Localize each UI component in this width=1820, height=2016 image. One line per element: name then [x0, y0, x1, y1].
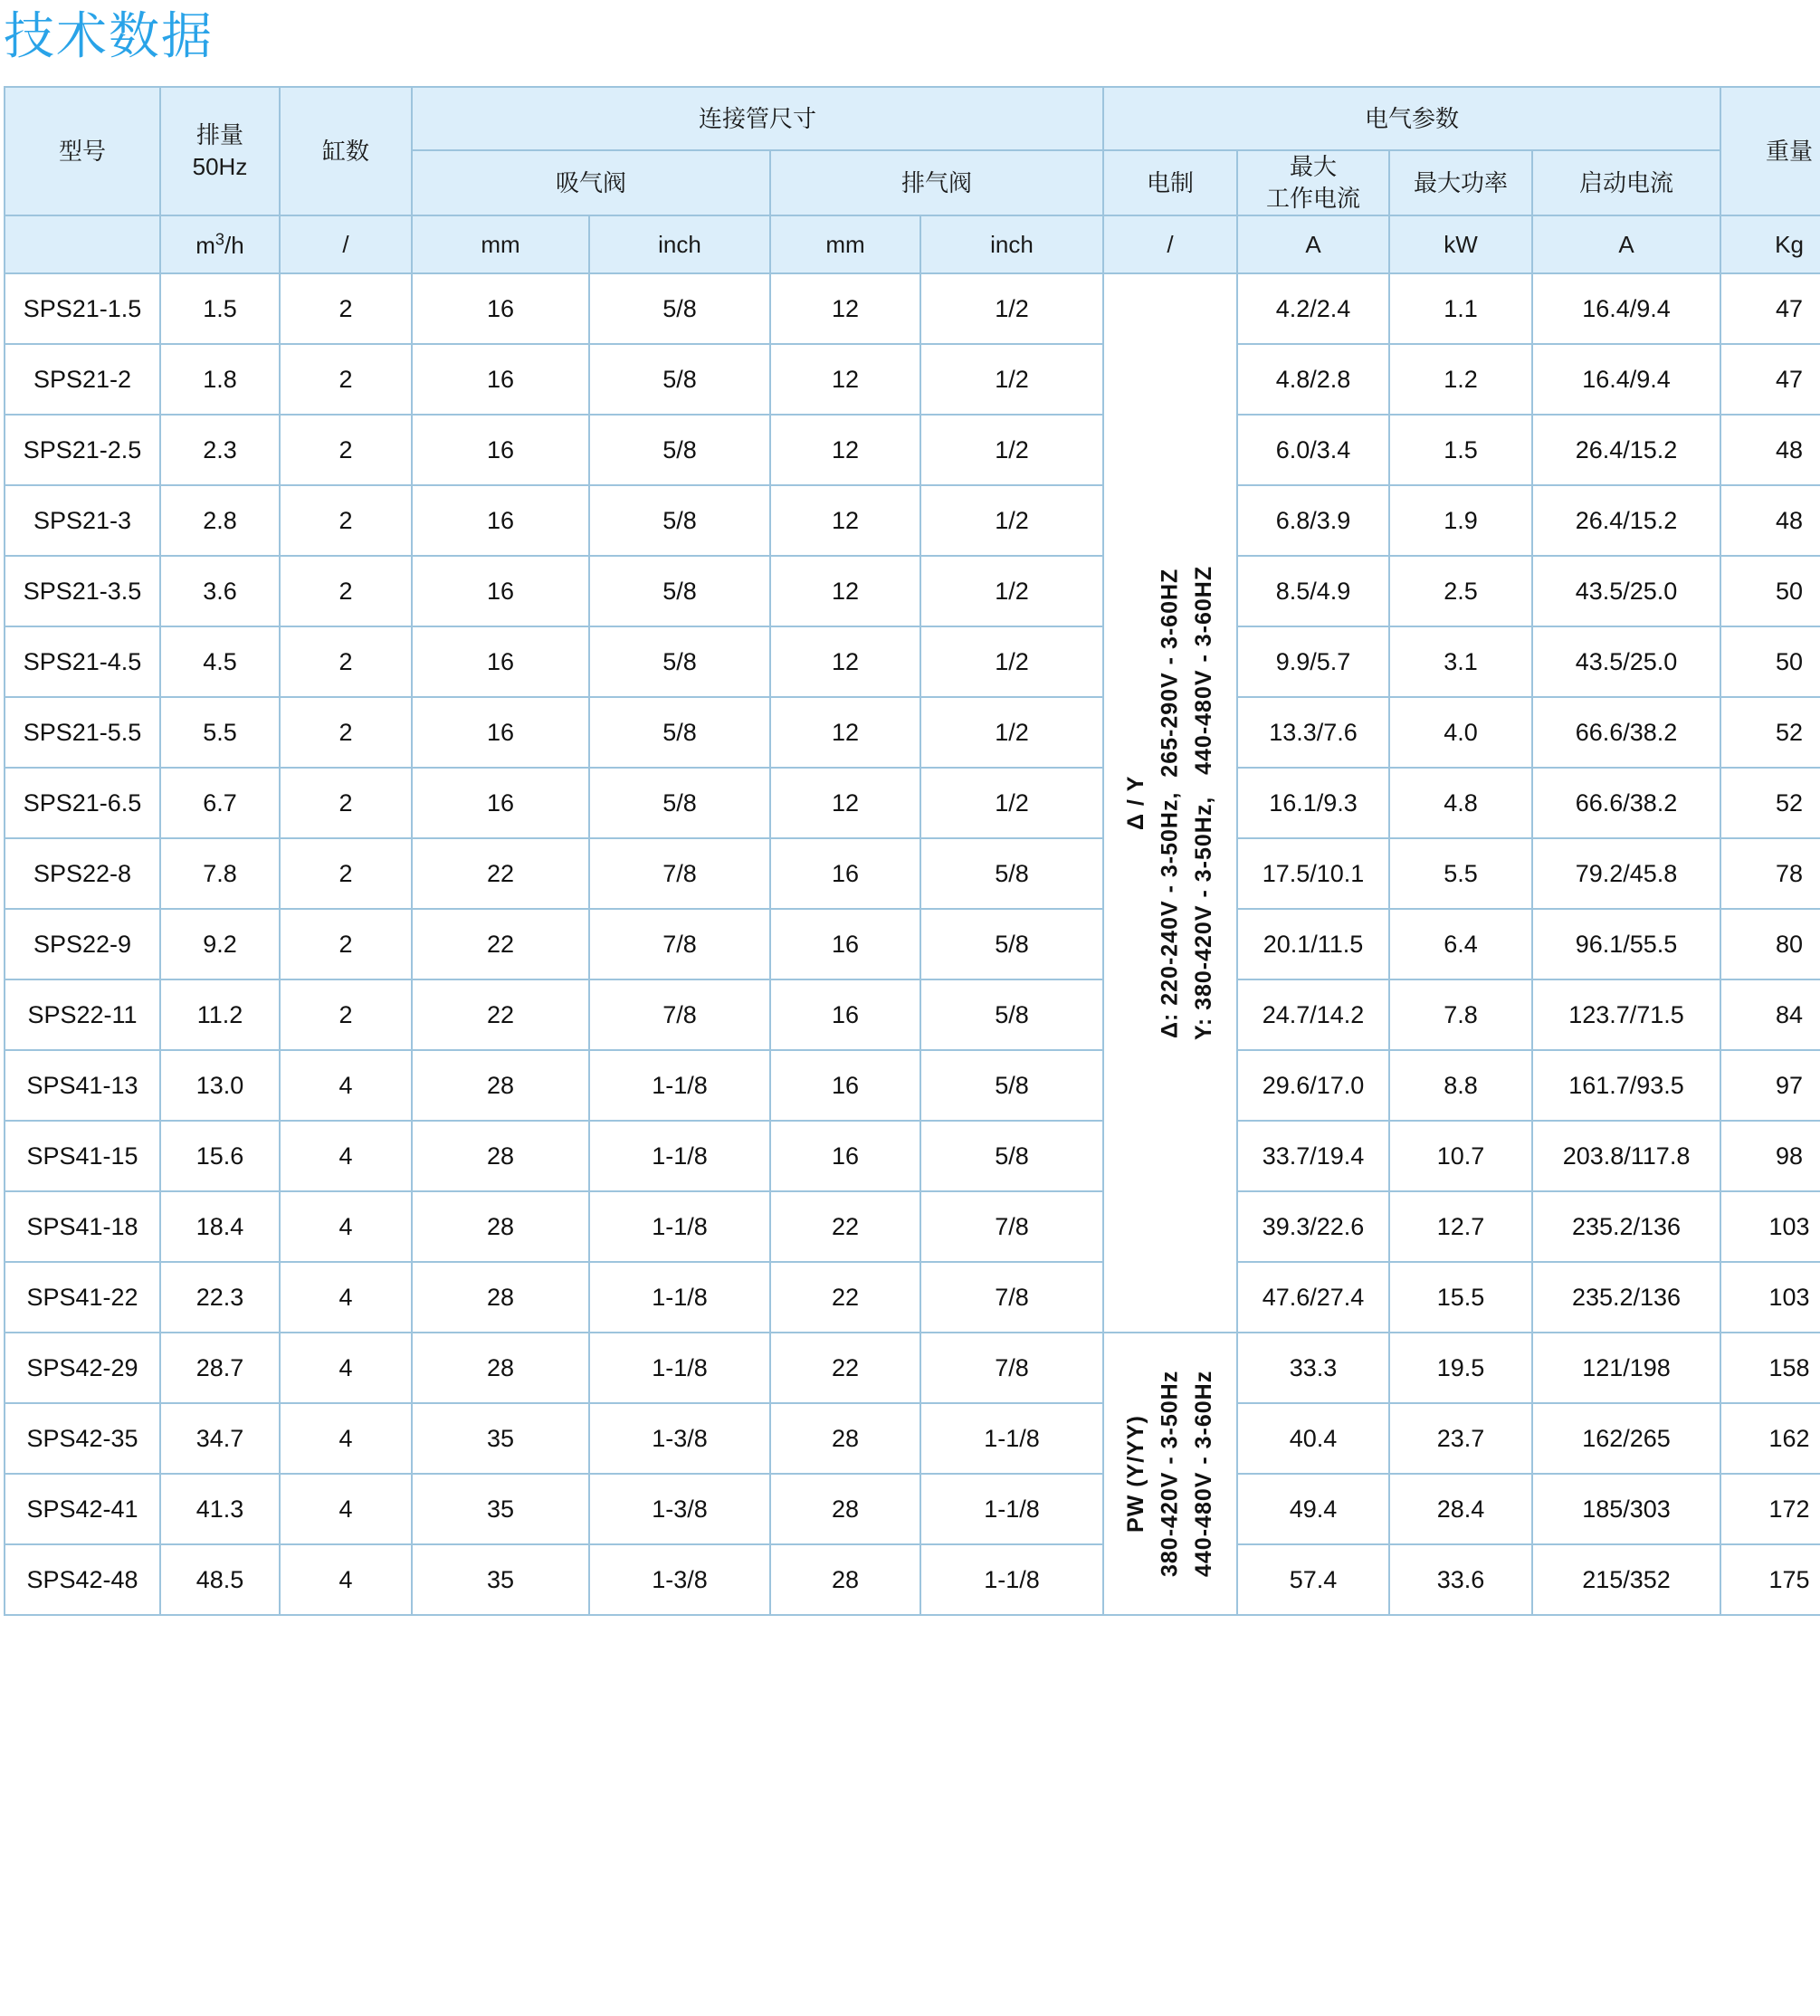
cell-cylinders: 2 — [280, 979, 412, 1050]
cell-weight: 103 — [1720, 1191, 1820, 1262]
cell-discharge-mm: 28 — [770, 1544, 920, 1615]
header-displacement-line2: 50Hz — [192, 153, 248, 181]
cell-displacement: 2.3 — [160, 415, 280, 485]
cell-max-current: 6.0/3.4 — [1237, 415, 1389, 485]
cell-start-current: 79.2/45.8 — [1532, 838, 1720, 909]
cell-max-power: 12.7 — [1389, 1191, 1532, 1262]
cell-weight: 47 — [1720, 273, 1820, 344]
header-connection-size — [412, 87, 1103, 150]
header-cylinders-label: 缸数 — [321, 137, 369, 165]
cell-displacement: 28.7 — [160, 1333, 280, 1403]
cell-discharge-inch: 5/8 — [920, 1050, 1103, 1121]
cell-suction-inch: 7/8 — [589, 909, 770, 979]
cell-model: SPS41-22 — [5, 1262, 160, 1333]
unit-max-power: kW — [1389, 215, 1532, 273]
cell-suction-inch: 1-1/8 — [589, 1050, 770, 1121]
cell-max-current: 16.1/9.3 — [1237, 768, 1389, 838]
cell-weight: 98 — [1720, 1121, 1820, 1191]
cell-suction-mm: 22 — [412, 838, 589, 909]
cell-discharge-inch: 5/8 — [920, 838, 1103, 909]
cell-weight: 175 — [1720, 1544, 1820, 1615]
cell-max-current: 4.2/2.4 — [1237, 273, 1389, 344]
header-electrical-label: 电气参数 — [1365, 104, 1460, 132]
cell-discharge-inch: 7/8 — [920, 1191, 1103, 1262]
cell-cylinders: 2 — [280, 273, 412, 344]
cell-displacement: 41.3 — [160, 1474, 280, 1544]
cell-max-power: 4.0 — [1389, 697, 1532, 768]
cell-weight: 50 — [1720, 626, 1820, 697]
cell-max-power: 8.8 — [1389, 1050, 1532, 1121]
cell-discharge-inch: 1/2 — [920, 415, 1103, 485]
cell-displacement: 48.5 — [160, 1544, 280, 1615]
cell-model: SPS21-3.5 — [5, 556, 160, 626]
cell-discharge-inch: 7/8 — [920, 1262, 1103, 1333]
cell-model: SPS42-41 — [5, 1474, 160, 1544]
cell-start-current: 235.2/136 — [1532, 1262, 1720, 1333]
cell-start-current: 203.8/117.8 — [1532, 1121, 1720, 1191]
cell-max-power: 28.4 — [1389, 1474, 1532, 1544]
cell-max-power: 3.1 — [1389, 626, 1532, 697]
table-row — [5, 1121, 1820, 1191]
cell-suction-inch: 1-1/8 — [589, 1333, 770, 1403]
cell-max-current: 33.7/19.4 — [1237, 1121, 1389, 1191]
cell-start-current: 66.6/38.2 — [1532, 768, 1720, 838]
cell-model: SPS42-48 — [5, 1544, 160, 1615]
table-row — [5, 1191, 1820, 1262]
cell-cylinders: 4 — [280, 1403, 412, 1474]
cell-model: SPS21-3 — [5, 485, 160, 556]
cell-displacement: 2.8 — [160, 485, 280, 556]
cell-max-current: 47.6/27.4 — [1237, 1262, 1389, 1333]
cell-suction-inch: 7/8 — [589, 979, 770, 1050]
header-voltage-system — [1103, 150, 1237, 215]
cell-cylinders: 2 — [280, 697, 412, 768]
header-model — [5, 87, 160, 215]
cell-max-power: 2.5 — [1389, 556, 1532, 626]
cell-displacement: 1.5 — [160, 273, 280, 344]
cell-suction-inch: 1-3/8 — [589, 1544, 770, 1615]
unit-cylinders: / — [280, 215, 412, 273]
table-body — [5, 273, 1820, 1615]
cell-max-current: 9.9/5.7 — [1237, 626, 1389, 697]
cell-suction-inch: 1-1/8 — [589, 1191, 770, 1262]
cell-start-current: 66.6/38.2 — [1532, 697, 1720, 768]
header-discharge-valve — [770, 150, 1103, 215]
cell-discharge-mm: 28 — [770, 1403, 920, 1474]
cell-suction-mm: 28 — [412, 1262, 589, 1333]
header-max-current-line2: 工作电流 — [1266, 185, 1361, 213]
cell-discharge-mm: 12 — [770, 556, 920, 626]
cell-model: SPS41-13 — [5, 1050, 160, 1121]
cell-max-power: 4.8 — [1389, 768, 1532, 838]
cell-suction-inch: 1-1/8 — [589, 1121, 770, 1191]
cell-start-current: 16.4/9.4 — [1532, 344, 1720, 415]
cell-model: SPS22-8 — [5, 838, 160, 909]
cell-max-power: 1.9 — [1389, 485, 1532, 556]
cell-suction-inch: 1-1/8 — [589, 1262, 770, 1333]
cell-displacement: 4.5 — [160, 626, 280, 697]
cell-displacement: 11.2 — [160, 979, 280, 1050]
cell-suction-mm: 16 — [412, 415, 589, 485]
header-displacement-line1: 排量 — [195, 121, 243, 149]
table-row — [5, 1050, 1820, 1121]
cell-suction-mm: 35 — [412, 1544, 589, 1615]
cell-discharge-mm: 22 — [770, 1333, 920, 1403]
cell-model: SPS21-1.5 — [5, 273, 160, 344]
cell-discharge-inch: 1/2 — [920, 768, 1103, 838]
header-max-current — [1237, 150, 1389, 215]
table-row — [5, 415, 1820, 485]
cell-discharge-inch: 1-1/8 — [920, 1544, 1103, 1615]
cell-displacement: 18.4 — [160, 1191, 280, 1262]
cell-max-power: 19.5 — [1389, 1333, 1532, 1403]
cell-model: SPS21-5.5 — [5, 697, 160, 768]
header-cylinders — [280, 87, 412, 215]
cell-displacement: 1.8 — [160, 344, 280, 415]
table-row — [5, 1474, 1820, 1544]
cell-discharge-inch: 1/2 — [920, 697, 1103, 768]
cell-max-current: 39.3/22.6 — [1237, 1191, 1389, 1262]
cell-discharge-inch: 5/8 — [920, 979, 1103, 1050]
cell-model: SPS21-2 — [5, 344, 160, 415]
cell-suction-inch: 1-3/8 — [589, 1403, 770, 1474]
cell-displacement: 7.8 — [160, 838, 280, 909]
cell-discharge-inch: 7/8 — [920, 1333, 1103, 1403]
cell-discharge-inch: 1/2 — [920, 485, 1103, 556]
cell-cylinders: 2 — [280, 556, 412, 626]
cell-max-power: 15.5 — [1389, 1262, 1532, 1333]
cell-suction-inch: 5/8 — [589, 768, 770, 838]
unit-start-current: A — [1532, 215, 1720, 273]
cell-cylinders: 2 — [280, 838, 412, 909]
cell-discharge-mm: 16 — [770, 1121, 920, 1191]
cell-weight: 172 — [1720, 1474, 1820, 1544]
unit-max-current: A — [1237, 215, 1389, 273]
cell-displacement: 34.7 — [160, 1403, 280, 1474]
cell-start-current: 161.7/93.5 — [1532, 1050, 1720, 1121]
unit-weight: Kg — [1720, 215, 1820, 273]
cell-suction-mm: 28 — [412, 1121, 589, 1191]
table-row — [5, 838, 1820, 909]
cell-discharge-mm: 12 — [770, 485, 920, 556]
cell-suction-mm: 35 — [412, 1474, 589, 1544]
table-row — [5, 626, 1820, 697]
table-row — [5, 768, 1820, 838]
cell-max-power: 5.5 — [1389, 838, 1532, 909]
cell-model: SPS22-9 — [5, 909, 160, 979]
cell-discharge-mm: 22 — [770, 1191, 920, 1262]
cell-weight: 48 — [1720, 485, 1820, 556]
voltage-text: Δ / Y Δ: 220-240V - 3-50Hz, 265-290V - 3-60HZ Y: 380-420V - 3-50Hz, 440-480V - 3-60HZ — [1122, 566, 1216, 1041]
header-discharge-valve-label: 排气阀 — [901, 168, 973, 196]
cell-suction-mm: 16 — [412, 273, 589, 344]
table-header — [5, 87, 1820, 273]
page-title: 技术数据 — [4, 7, 214, 64]
cell-suction-mm: 16 — [412, 556, 589, 626]
cell-max-power: 10.7 — [1389, 1121, 1532, 1191]
cell-suction-mm: 16 — [412, 626, 589, 697]
table-row — [5, 485, 1820, 556]
cell-cylinders: 4 — [280, 1121, 412, 1191]
cell-max-current: 57.4 — [1237, 1544, 1389, 1615]
table-row — [5, 1544, 1820, 1615]
cell-max-current: 13.3/7.6 — [1237, 697, 1389, 768]
cell-cylinders: 4 — [280, 1544, 412, 1615]
header-start-current — [1532, 150, 1720, 215]
cell-model: SPS42-35 — [5, 1403, 160, 1474]
cell-suction-mm: 16 — [412, 485, 589, 556]
cell-start-current: 235.2/136 — [1532, 1191, 1720, 1262]
cell-suction-inch: 5/8 — [589, 273, 770, 344]
table-row — [5, 1333, 1820, 1403]
cell-max-current: 6.8/3.9 — [1237, 485, 1389, 556]
cell-weight: 158 — [1720, 1333, 1820, 1403]
cell-cylinders: 2 — [280, 909, 412, 979]
cell-start-current: 185/303 — [1532, 1474, 1720, 1544]
cell-weight: 162 — [1720, 1403, 1820, 1474]
table-row — [5, 344, 1820, 415]
cell-weight: 84 — [1720, 979, 1820, 1050]
cell-start-current: 26.4/15.2 — [1532, 415, 1720, 485]
cell-voltage-system-delta-y — [1103, 273, 1237, 1333]
cell-suction-mm: 16 — [412, 344, 589, 415]
cell-weight: 103 — [1720, 1262, 1820, 1333]
cell-max-power: 1.1 — [1389, 273, 1532, 344]
cell-max-power: 33.6 — [1389, 1544, 1532, 1615]
cell-suction-inch: 5/8 — [589, 626, 770, 697]
cell-displacement: 9.2 — [160, 909, 280, 979]
cell-discharge-mm: 12 — [770, 273, 920, 344]
table-row — [5, 1403, 1820, 1474]
cell-max-power: 1.2 — [1389, 344, 1532, 415]
technical-data-table — [4, 86, 1820, 1616]
cell-weight: 48 — [1720, 415, 1820, 485]
cell-discharge-mm: 16 — [770, 909, 920, 979]
cell-displacement: 22.3 — [160, 1262, 280, 1333]
cell-model: SPS41-15 — [5, 1121, 160, 1191]
cell-suction-mm: 22 — [412, 909, 589, 979]
cell-voltage-system-pw-yy — [1103, 1333, 1237, 1615]
unit-discharge-mm: mm — [770, 215, 920, 273]
table-row — [5, 556, 1820, 626]
cell-suction-mm: 28 — [412, 1050, 589, 1121]
cell-cylinders: 4 — [280, 1474, 412, 1544]
cell-discharge-inch: 1/2 — [920, 626, 1103, 697]
header-displacement — [160, 87, 280, 215]
cell-suction-inch: 7/8 — [589, 838, 770, 909]
cell-suction-inch: 1-3/8 — [589, 1474, 770, 1544]
unit-suction-inch: inch — [589, 215, 770, 273]
cell-max-power: 23.7 — [1389, 1403, 1532, 1474]
unit-voltage-system: / — [1103, 215, 1237, 273]
cell-discharge-mm: 12 — [770, 344, 920, 415]
cell-suction-mm: 28 — [412, 1191, 589, 1262]
header-start-current-label: 启动电流 — [1579, 168, 1674, 196]
cell-suction-inch: 5/8 — [589, 344, 770, 415]
cell-discharge-inch: 1/2 — [920, 344, 1103, 415]
cell-max-current: 49.4 — [1237, 1474, 1389, 1544]
cell-weight: 78 — [1720, 838, 1820, 909]
cell-cylinders: 2 — [280, 626, 412, 697]
header-max-current-line1: 最大 — [1290, 153, 1338, 181]
cell-weight: 47 — [1720, 344, 1820, 415]
cell-discharge-mm: 12 — [770, 697, 920, 768]
header-electrical — [1103, 87, 1720, 150]
cell-cylinders: 2 — [280, 485, 412, 556]
unit-discharge-inch: inch — [920, 215, 1103, 273]
cell-start-current: 16.4/9.4 — [1532, 273, 1720, 344]
cell-max-power: 1.5 — [1389, 415, 1532, 485]
cell-start-current: 96.1/55.5 — [1532, 909, 1720, 979]
header-connection-size-label: 连接管尺寸 — [699, 104, 817, 132]
header-suction-valve-label: 吸气阀 — [555, 168, 626, 196]
cell-max-current: 29.6/17.0 — [1237, 1050, 1389, 1121]
header-model-label: 型号 — [58, 137, 106, 165]
cell-weight: 50 — [1720, 556, 1820, 626]
cell-displacement: 5.5 — [160, 697, 280, 768]
header-voltage-system-label: 电制 — [1147, 168, 1195, 196]
cell-start-current: 215/352 — [1532, 1544, 1720, 1615]
cell-discharge-inch: 1/2 — [920, 273, 1103, 344]
cell-suction-mm: 35 — [412, 1403, 589, 1474]
cell-weight: 52 — [1720, 768, 1820, 838]
cell-cylinders: 2 — [280, 768, 412, 838]
cell-start-current: 121/198 — [1532, 1333, 1720, 1403]
unit-displacement: $m^3/h$ — [160, 215, 280, 273]
cell-model: SPS42-29 — [5, 1333, 160, 1403]
header-max-power-label: 最大功率 — [1414, 168, 1509, 196]
cell-suction-inch: 5/8 — [589, 556, 770, 626]
cell-discharge-mm: 12 — [770, 415, 920, 485]
cell-weight: 97 — [1720, 1050, 1820, 1121]
cell-cylinders: 2 — [280, 415, 412, 485]
cell-displacement: 13.0 — [160, 1050, 280, 1121]
cell-cylinders: 2 — [280, 344, 412, 415]
cell-discharge-mm: 12 — [770, 626, 920, 697]
cell-max-current: 4.8/2.8 — [1237, 344, 1389, 415]
cell-suction-mm: 16 — [412, 697, 589, 768]
cell-start-current: 162/265 — [1532, 1403, 1720, 1474]
cell-suction-inch: 5/8 — [589, 415, 770, 485]
cell-discharge-mm: 16 — [770, 979, 920, 1050]
cell-cylinders: 4 — [280, 1333, 412, 1403]
cell-max-power: 6.4 — [1389, 909, 1532, 979]
cell-max-current: 24.7/14.2 — [1237, 979, 1389, 1050]
cell-suction-mm: 28 — [412, 1333, 589, 1403]
cell-suction-mm: 22 — [412, 979, 589, 1050]
cell-start-current: 123.7/71.5 — [1532, 979, 1720, 1050]
cell-weight: 80 — [1720, 909, 1820, 979]
cell-start-current: 43.5/25.0 — [1532, 556, 1720, 626]
cell-displacement: 3.6 — [160, 556, 280, 626]
cell-max-current: 8.5/4.9 — [1237, 556, 1389, 626]
cell-suction-mm: 16 — [412, 768, 589, 838]
cell-max-current: 20.1/11.5 — [1237, 909, 1389, 979]
cell-discharge-inch: 5/8 — [920, 909, 1103, 979]
cell-discharge-inch: 1-1/8 — [920, 1474, 1103, 1544]
cell-cylinders: 4 — [280, 1050, 412, 1121]
cell-cylinders: 4 — [280, 1262, 412, 1333]
cell-start-current: 26.4/15.2 — [1532, 485, 1720, 556]
cell-displacement: 15.6 — [160, 1121, 280, 1191]
cell-model: SPS41-18 — [5, 1191, 160, 1262]
cell-model: SPS22-11 — [5, 979, 160, 1050]
cell-discharge-inch: 1-1/8 — [920, 1403, 1103, 1474]
cell-weight: 52 — [1720, 697, 1820, 768]
cell-suction-inch: 5/8 — [589, 485, 770, 556]
cell-model: SPS21-6.5 — [5, 768, 160, 838]
cell-model: SPS21-2.5 — [5, 415, 160, 485]
header-weight — [1720, 87, 1820, 215]
table-units-row — [5, 215, 1820, 273]
unit-suction-mm: mm — [412, 215, 589, 273]
table-row — [5, 273, 1820, 344]
cell-discharge-inch: 1/2 — [920, 556, 1103, 626]
cell-suction-inch: 5/8 — [589, 697, 770, 768]
cell-max-current: 40.4 — [1237, 1403, 1389, 1474]
header-max-power — [1389, 150, 1532, 215]
cell-max-current: 17.5/10.1 — [1237, 838, 1389, 909]
cell-displacement: 6.7 — [160, 768, 280, 838]
cell-discharge-inch: 5/8 — [920, 1121, 1103, 1191]
cell-max-power: 7.8 — [1389, 979, 1532, 1050]
table-row — [5, 697, 1820, 768]
cell-max-current: 33.3 — [1237, 1333, 1389, 1403]
cell-model: SPS21-4.5 — [5, 626, 160, 697]
cell-discharge-mm: 28 — [770, 1474, 920, 1544]
table-row — [5, 979, 1820, 1050]
header-weight-label: 重量 — [1766, 137, 1814, 165]
voltage-text: PW (Y/YY) 380-420V - 3-50Hz 440-480V - 3-60Hz — [1122, 1371, 1216, 1578]
cell-start-current: 43.5/25.0 — [1532, 626, 1720, 697]
cell-discharge-mm: 22 — [770, 1262, 920, 1333]
table-row — [5, 1262, 1820, 1333]
table-row — [5, 909, 1820, 979]
cell-discharge-mm: 16 — [770, 838, 920, 909]
cell-cylinders: 4 — [280, 1191, 412, 1262]
cell-discharge-mm: 16 — [770, 1050, 920, 1121]
header-suction-valve — [412, 150, 770, 215]
cell-discharge-mm: 12 — [770, 768, 920, 838]
unit-model — [5, 215, 160, 273]
